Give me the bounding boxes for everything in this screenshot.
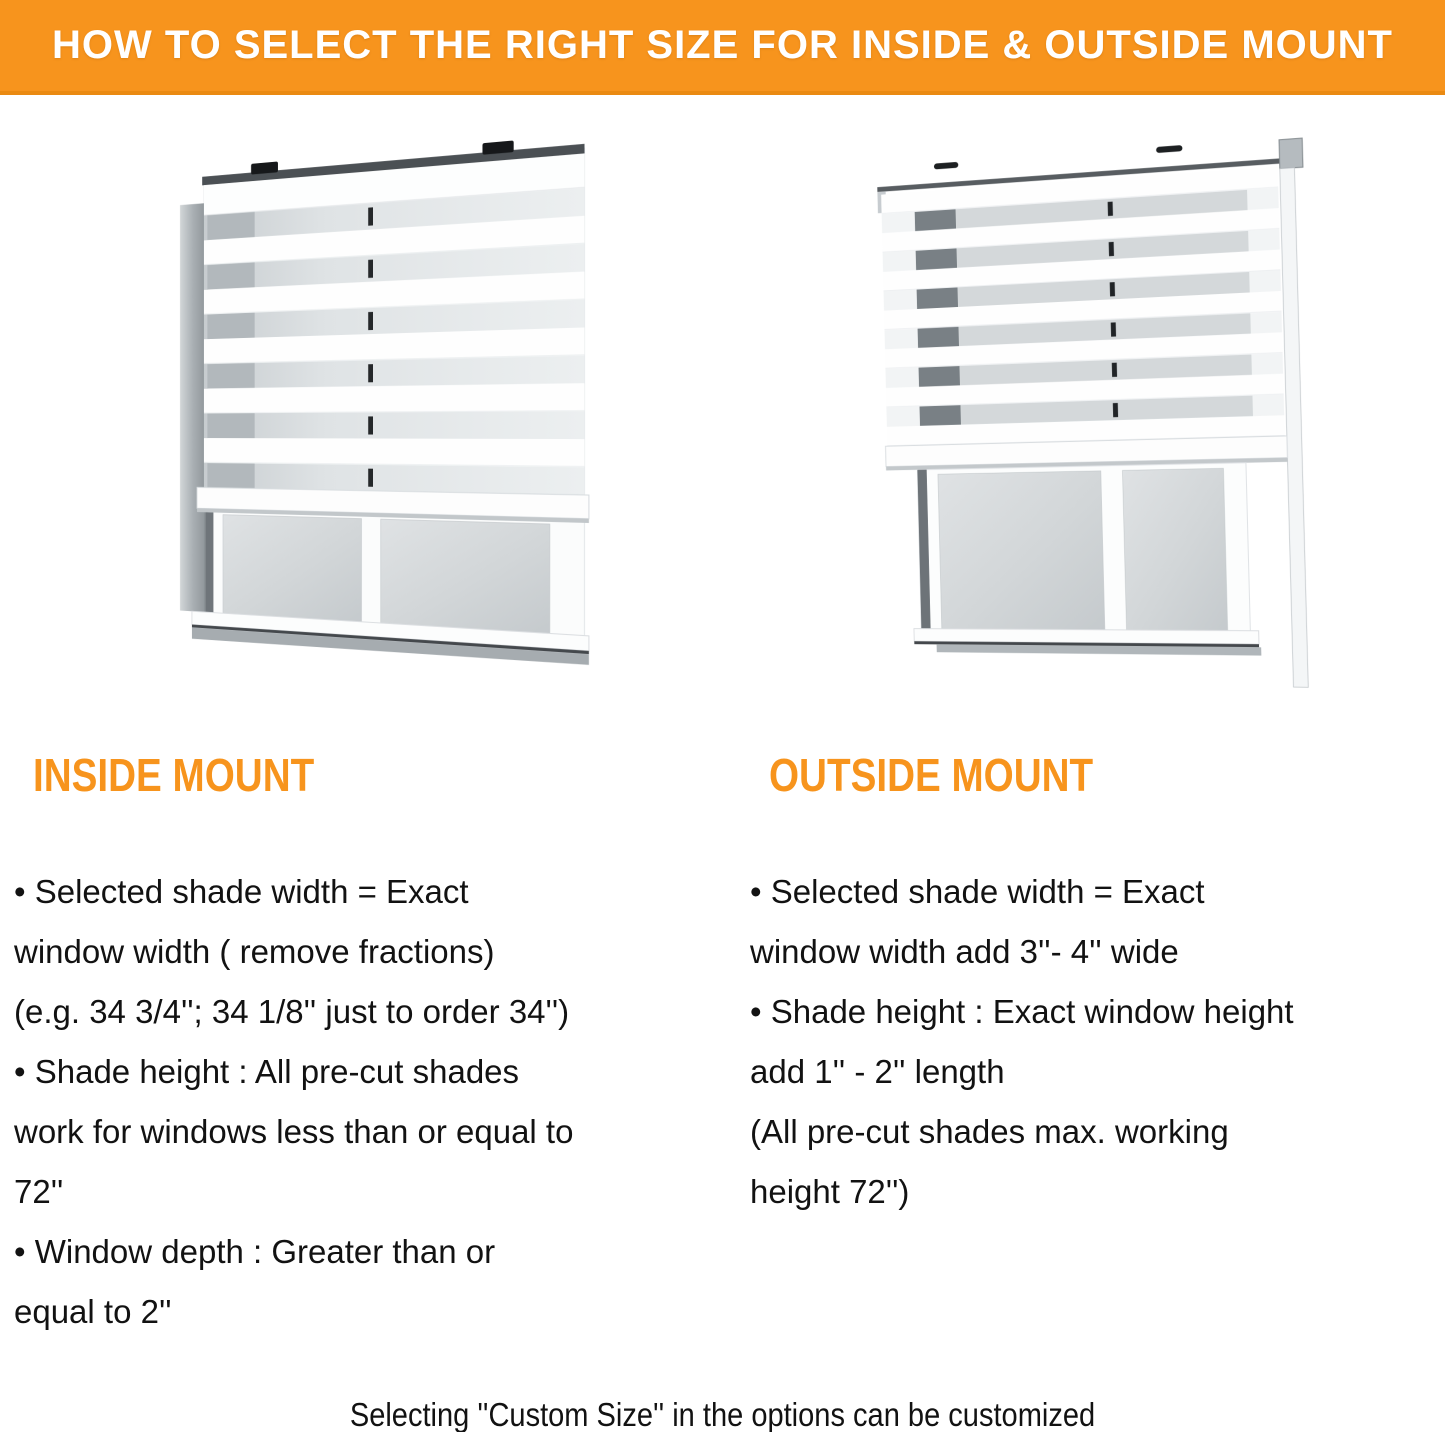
spec-line: (e.g. 34 3/4''; 34 1/8'' just to order 34'') — [14, 993, 570, 1030]
window-glass-panes — [917, 463, 1250, 634]
banner-title: HOW TO SELECT THE RIGHT SIZE FOR INSIDE & OUTSIDE MOUNT — [52, 23, 1393, 67]
mounting-bracket — [1279, 138, 1303, 169]
mounting-screw — [1156, 145, 1182, 153]
spec-line: • Shade height : All pre-cut shades — [14, 1053, 520, 1090]
spec-line: work for windows less than or equal to — [14, 1113, 574, 1150]
header-banner — [0, 0, 1445, 95]
outside-mount-section — [750, 749, 1440, 1222]
inside-mount-section — [14, 749, 729, 1342]
zebra-blind-stripes — [204, 188, 585, 495]
spec-line: (All pre-cut shades max. working — [750, 1113, 1229, 1150]
spec-line: 72'' — [14, 1173, 64, 1210]
outside-mount-window-illustration — [850, 128, 1328, 742]
inside-mount-window-drawing — [163, 124, 615, 736]
outside-mount-heading: OUTSIDE MOUNT — [769, 749, 1094, 801]
spec-line: height 72'') — [750, 1173, 910, 1210]
inside-mount-window-illustration — [138, 146, 608, 714]
spec-line: • Selected shade width = Exact — [14, 873, 469, 910]
window-sill — [914, 629, 1261, 656]
spec-line: window width ( remove fractions) — [14, 933, 495, 970]
spec-line: add 1'' - 2'' length — [750, 1053, 1005, 1090]
outside-mount-window-drawing — [857, 109, 1341, 748]
spec-line: • Shade height : Exact window height — [750, 993, 1294, 1030]
spec-line: • Window depth : Greater than or — [14, 1233, 496, 1270]
spec-line: window width add 3''- 4'' wide — [750, 933, 1179, 970]
zebra-blind-stripes — [881, 167, 1285, 446]
spec-line: equal to 2'' — [14, 1293, 172, 1330]
mounting-screw — [934, 162, 958, 170]
spec-line: • Selected shade width = Exact — [750, 873, 1205, 910]
custom-size-note: Selecting ''Custom Size'' in the options can be customized — [349, 1396, 1096, 1432]
inside-mount-heading: INSIDE MOUNT — [33, 749, 315, 801]
